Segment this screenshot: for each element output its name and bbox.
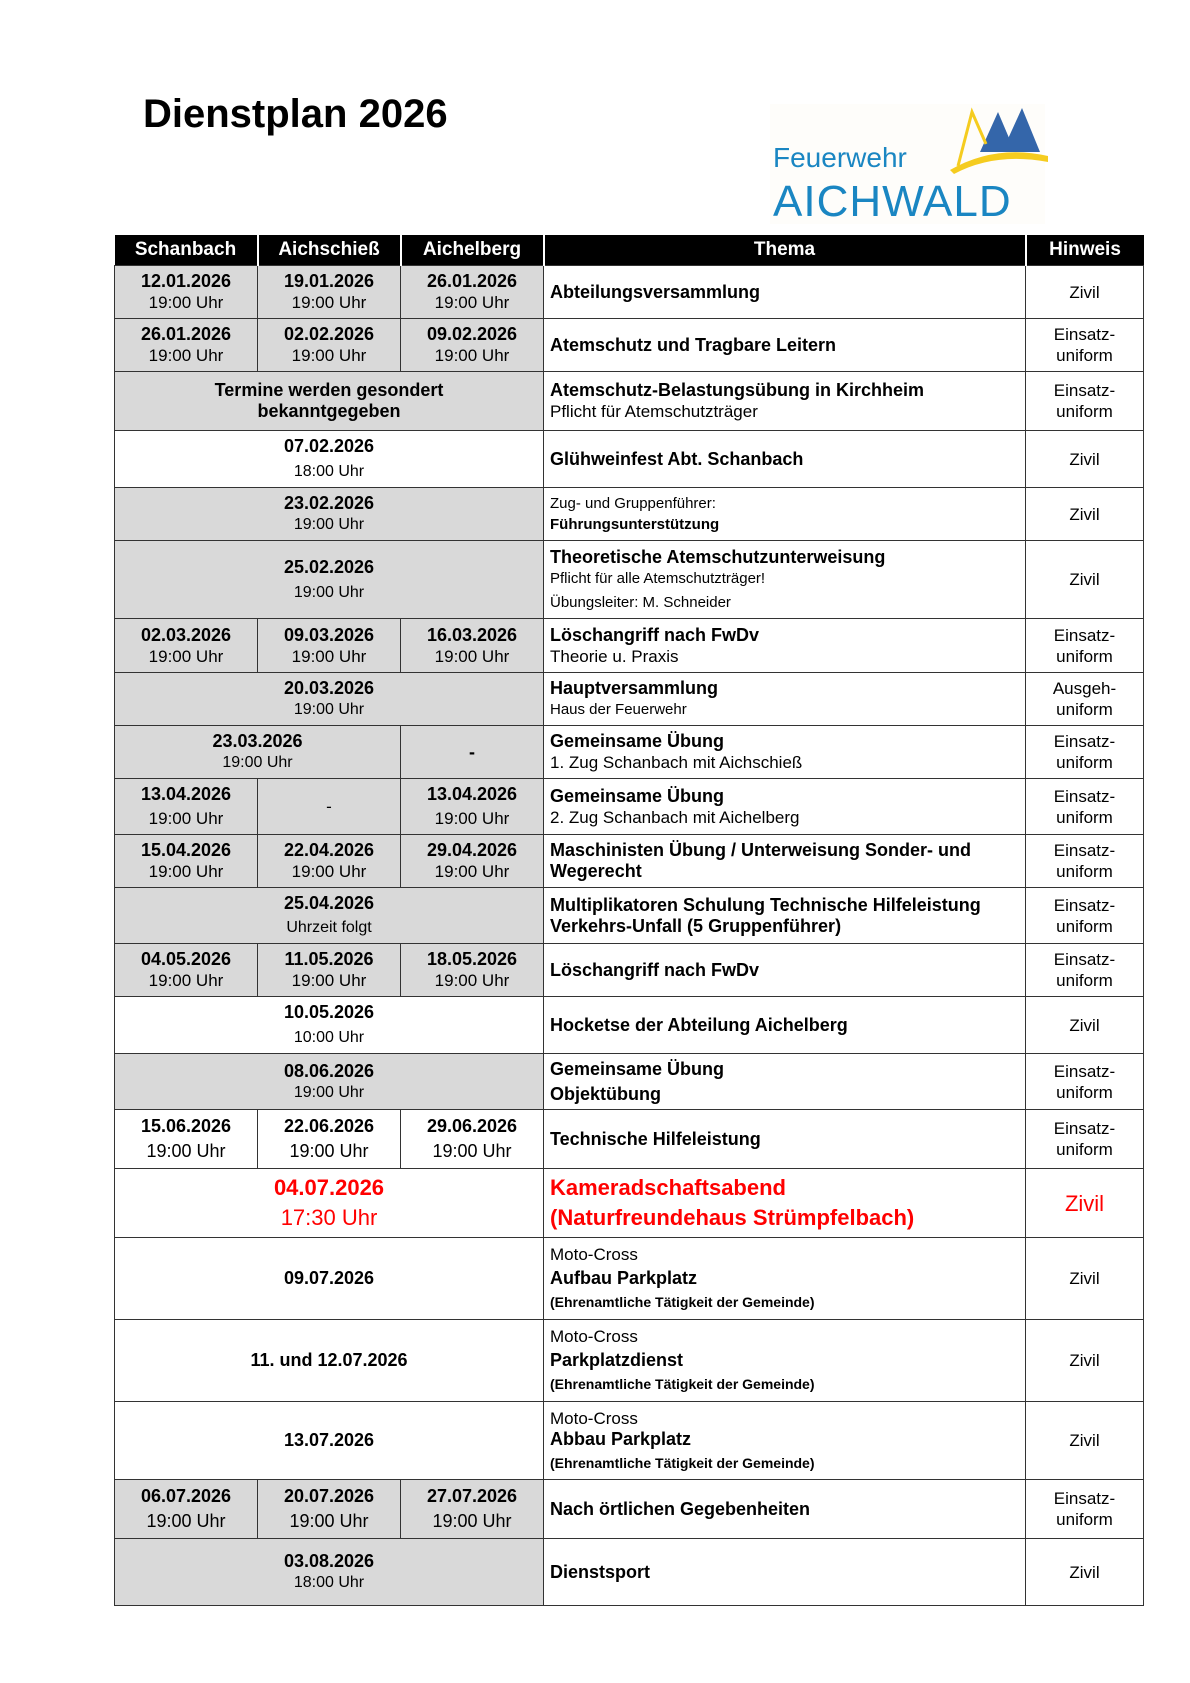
- table-row: [115, 619, 1144, 673]
- date-cell-aichelberg: 18.05.2026 19:00 Uhr: [401, 944, 544, 997]
- column-header-schanbach: Schanbach: [115, 235, 258, 266]
- topic-cell: Multiplikatoren Schulung Technische Hilfeleistung Verkehrs-Unfall (5 Gruppenführer): [544, 888, 1026, 944]
- date-cell-schanbach: 15.04.2026 19:00 Uhr: [115, 835, 258, 888]
- date-cell-all: 04.07.2026 17:30 Uhr: [115, 1169, 544, 1238]
- table-row: [115, 488, 1144, 541]
- table-row: [115, 541, 1144, 619]
- date-cell-all: 08.06.2026 19:00 Uhr: [115, 1054, 544, 1110]
- feuerwehr-aichwald-logo: [770, 104, 1045, 224]
- table-row: [115, 1402, 1144, 1480]
- note-cell: Einsatz- uniform: [1026, 779, 1144, 835]
- topic-cell: Löschangriff nach FwDv Theorie u. Praxis: [544, 619, 1026, 673]
- table-row: [115, 1539, 1144, 1606]
- table-row: [115, 1110, 1144, 1169]
- note-cell: Einsatz- uniform: [1026, 1480, 1144, 1539]
- note-cell: Zivil: [1026, 431, 1144, 488]
- topic-cell: Abteilungsversammlung: [544, 266, 1026, 319]
- table-header-row: [115, 235, 1144, 266]
- date-cell-all: 10.05.2026 10:00 Uhr: [115, 997, 544, 1054]
- table-row: [115, 726, 1144, 779]
- date-cell-schanbach: 13.04.2026 19:00 Uhr: [115, 779, 258, 835]
- topic-cell: Technische Hilfeleistung: [544, 1110, 1026, 1169]
- table-row: [115, 1054, 1144, 1110]
- date-cell-aichelberg: 26.01.2026 19:00 Uhr: [401, 266, 544, 319]
- date-cell-schanbach: 15.06.2026 19:00 Uhr: [115, 1110, 258, 1169]
- date-cell-all: 25.02.2026 19:00 Uhr: [115, 541, 544, 619]
- topic-cell: Moto-Cross Aufbau Parkplatz (Ehrenamtliche Tätigkeit der Gemeinde): [544, 1238, 1026, 1320]
- column-header-aichschiess: Aichschieß: [258, 235, 401, 266]
- note-cell: Einsatz- uniform: [1026, 944, 1144, 997]
- topic-cell: Theoretische Atemschutzunterweisung Pflicht für alle Atemschutzträger! Übungsleiter: M. Schneider: [544, 541, 1026, 619]
- table-row: [115, 1238, 1144, 1320]
- note-cell: Einsatz- uniform: [1026, 372, 1144, 431]
- date-cell-all: 11. und 12.07.2026: [115, 1320, 544, 1402]
- topic-cell: Gemeinsame Übung 1. Zug Schanbach mit Aichschieß: [544, 726, 1026, 779]
- note-cell: Einsatz- uniform: [1026, 835, 1144, 888]
- note-cell: Einsatz- uniform: [1026, 619, 1144, 673]
- date-cell-aichelberg: 29.06.2026 19:00 Uhr: [401, 1110, 544, 1169]
- note-cell: Zivil: [1026, 1169, 1144, 1238]
- duty-schedule-table: [114, 235, 1144, 1606]
- note-cell: Zivil: [1026, 1539, 1144, 1606]
- note-cell: Zivil: [1026, 1238, 1144, 1320]
- table-row: [115, 779, 1144, 835]
- date-cell-schanbach: 04.05.2026 19:00 Uhr: [115, 944, 258, 997]
- table-row: [115, 888, 1144, 944]
- topic-cell: Moto-Cross Abbau Parkplatz (Ehrenamtliche Tätigkeit der Gemeinde): [544, 1402, 1026, 1480]
- note-cell: Einsatz- uniform: [1026, 319, 1144, 372]
- note-cell: Einsatz- uniform: [1026, 888, 1144, 944]
- logo-text-aichwald: AICHWALD: [773, 177, 1012, 226]
- note-cell: Ausgeh- uniform: [1026, 673, 1144, 726]
- date-cell-aichschiess: 20.07.2026 19:00 Uhr: [258, 1480, 401, 1539]
- table-row: [115, 319, 1144, 372]
- note-cell: Einsatz- uniform: [1026, 1110, 1144, 1169]
- table-row: [115, 673, 1144, 726]
- date-cell-all: 13.07.2026: [115, 1402, 544, 1480]
- note-cell: Zivil: [1026, 488, 1144, 541]
- topic-cell: Löschangriff nach FwDv: [544, 944, 1026, 997]
- note-cell: Einsatz- uniform: [1026, 726, 1144, 779]
- date-cell-all: 03.08.2026 18:00 Uhr: [115, 1539, 544, 1606]
- topic-cell: Hocketse der Abteilung Aichelberg: [544, 997, 1026, 1054]
- date-cell-aichschiess: 11.05.2026 19:00 Uhr: [258, 944, 401, 997]
- topic-cell: Atemschutz und Tragbare Leitern: [544, 319, 1026, 372]
- topic-cell: Gemeinsame Übung Objektübung: [544, 1054, 1026, 1110]
- topic-cell: Glühweinfest Abt. Schanbach: [544, 431, 1026, 488]
- topic-cell: Zug- und Gruppenführer: Führungsunterstützung: [544, 488, 1026, 541]
- table-row-highlight: [115, 1169, 1144, 1238]
- date-cell-aichelberg: 16.03.2026 19:00 Uhr: [401, 619, 544, 673]
- date-cell-aichelberg: 09.02.2026 19:00 Uhr: [401, 319, 544, 372]
- topic-cell: Maschinisten Übung / Unterweisung Sonder- und Wegerecht: [544, 835, 1026, 888]
- table-row: [115, 1320, 1144, 1402]
- date-cell-all: 25.04.2026 Uhrzeit folgt: [115, 888, 544, 944]
- date-cell-schanbach: 26.01.2026 19:00 Uhr: [115, 319, 258, 372]
- date-cell-schanbach: 06.07.2026 19:00 Uhr: [115, 1480, 258, 1539]
- table-row: [115, 944, 1144, 997]
- date-cell-aichschiess: 02.02.2026 19:00 Uhr: [258, 319, 401, 372]
- date-cell-aichelberg: 29.04.2026 19:00 Uhr: [401, 835, 544, 888]
- mountain-logo-icon: [940, 104, 1050, 174]
- date-cell-aichelberg: 27.07.2026 19:00 Uhr: [401, 1480, 544, 1539]
- date-cell-schanbach-aichschiess: 23.03.2026 19:00 Uhr: [115, 726, 401, 779]
- note-cell: Zivil: [1026, 997, 1144, 1054]
- date-cell-aichschiess: 09.03.2026 19:00 Uhr: [258, 619, 401, 673]
- date-cell-all: 09.07.2026: [115, 1238, 544, 1320]
- note-cell: Zivil: [1026, 1320, 1144, 1402]
- date-cell-aichschiess: 22.06.2026 19:00 Uhr: [258, 1110, 401, 1169]
- date-cell-aichelberg: -: [401, 726, 544, 779]
- note-cell: Zivil: [1026, 266, 1144, 319]
- note-cell: Zivil: [1026, 1402, 1144, 1480]
- topic-cell: Atemschutz-Belastungsübung in Kirchheim Pflicht für Atemschutzträger: [544, 372, 1026, 431]
- topic-cell: Dienstsport: [544, 1539, 1026, 1606]
- table-row: [115, 835, 1144, 888]
- date-cell-aichschiess: 22.04.2026 19:00 Uhr: [258, 835, 401, 888]
- page-title: Dienstplan 2026: [143, 92, 448, 136]
- date-cell-schanbach: 02.03.2026 19:00 Uhr: [115, 619, 258, 673]
- topic-cell: Kameradschaftsabend (Naturfreundehaus Strümpfelbach): [544, 1169, 1026, 1238]
- note-cell: Einsatz- uniform: [1026, 1054, 1144, 1110]
- table-row: [115, 431, 1144, 488]
- table-row: [115, 1480, 1144, 1539]
- table-row: [115, 997, 1144, 1054]
- date-cell-all: Termine werden gesondert bekanntgegeben: [115, 372, 544, 431]
- logo-text-feuerwehr: Feuerwehr: [773, 142, 907, 173]
- column-header-thema: Thema: [544, 235, 1026, 266]
- date-cell-aichelberg: 13.04.2026 19:00 Uhr: [401, 779, 544, 835]
- date-cell-schanbach: 12.01.2026 19:00 Uhr: [115, 266, 258, 319]
- topic-cell: Hauptversammlung Haus der Feuerwehr: [544, 673, 1026, 726]
- table-row: [115, 372, 1144, 431]
- date-cell-all: 23.02.2026 19:00 Uhr: [115, 488, 544, 541]
- date-cell-aichschiess: -: [258, 779, 401, 835]
- topic-cell: Moto-Cross Parkplatzdienst (Ehrenamtliche Tätigkeit der Gemeinde): [544, 1320, 1026, 1402]
- date-cell-all: 07.02.2026 18:00 Uhr: [115, 431, 544, 488]
- topic-cell: Gemeinsame Übung 2. Zug Schanbach mit Aichelberg: [544, 779, 1026, 835]
- column-header-hinweis: Hinweis: [1026, 235, 1144, 266]
- column-header-aichelberg: Aichelberg: [401, 235, 544, 266]
- date-cell-all: 20.03.2026 19:00 Uhr: [115, 673, 544, 726]
- table-row: [115, 266, 1144, 319]
- topic-cell: Nach örtlichen Gegebenheiten: [544, 1480, 1026, 1539]
- note-cell: Zivil: [1026, 541, 1144, 619]
- date-cell-aichschiess: 19.01.2026 19:00 Uhr: [258, 266, 401, 319]
